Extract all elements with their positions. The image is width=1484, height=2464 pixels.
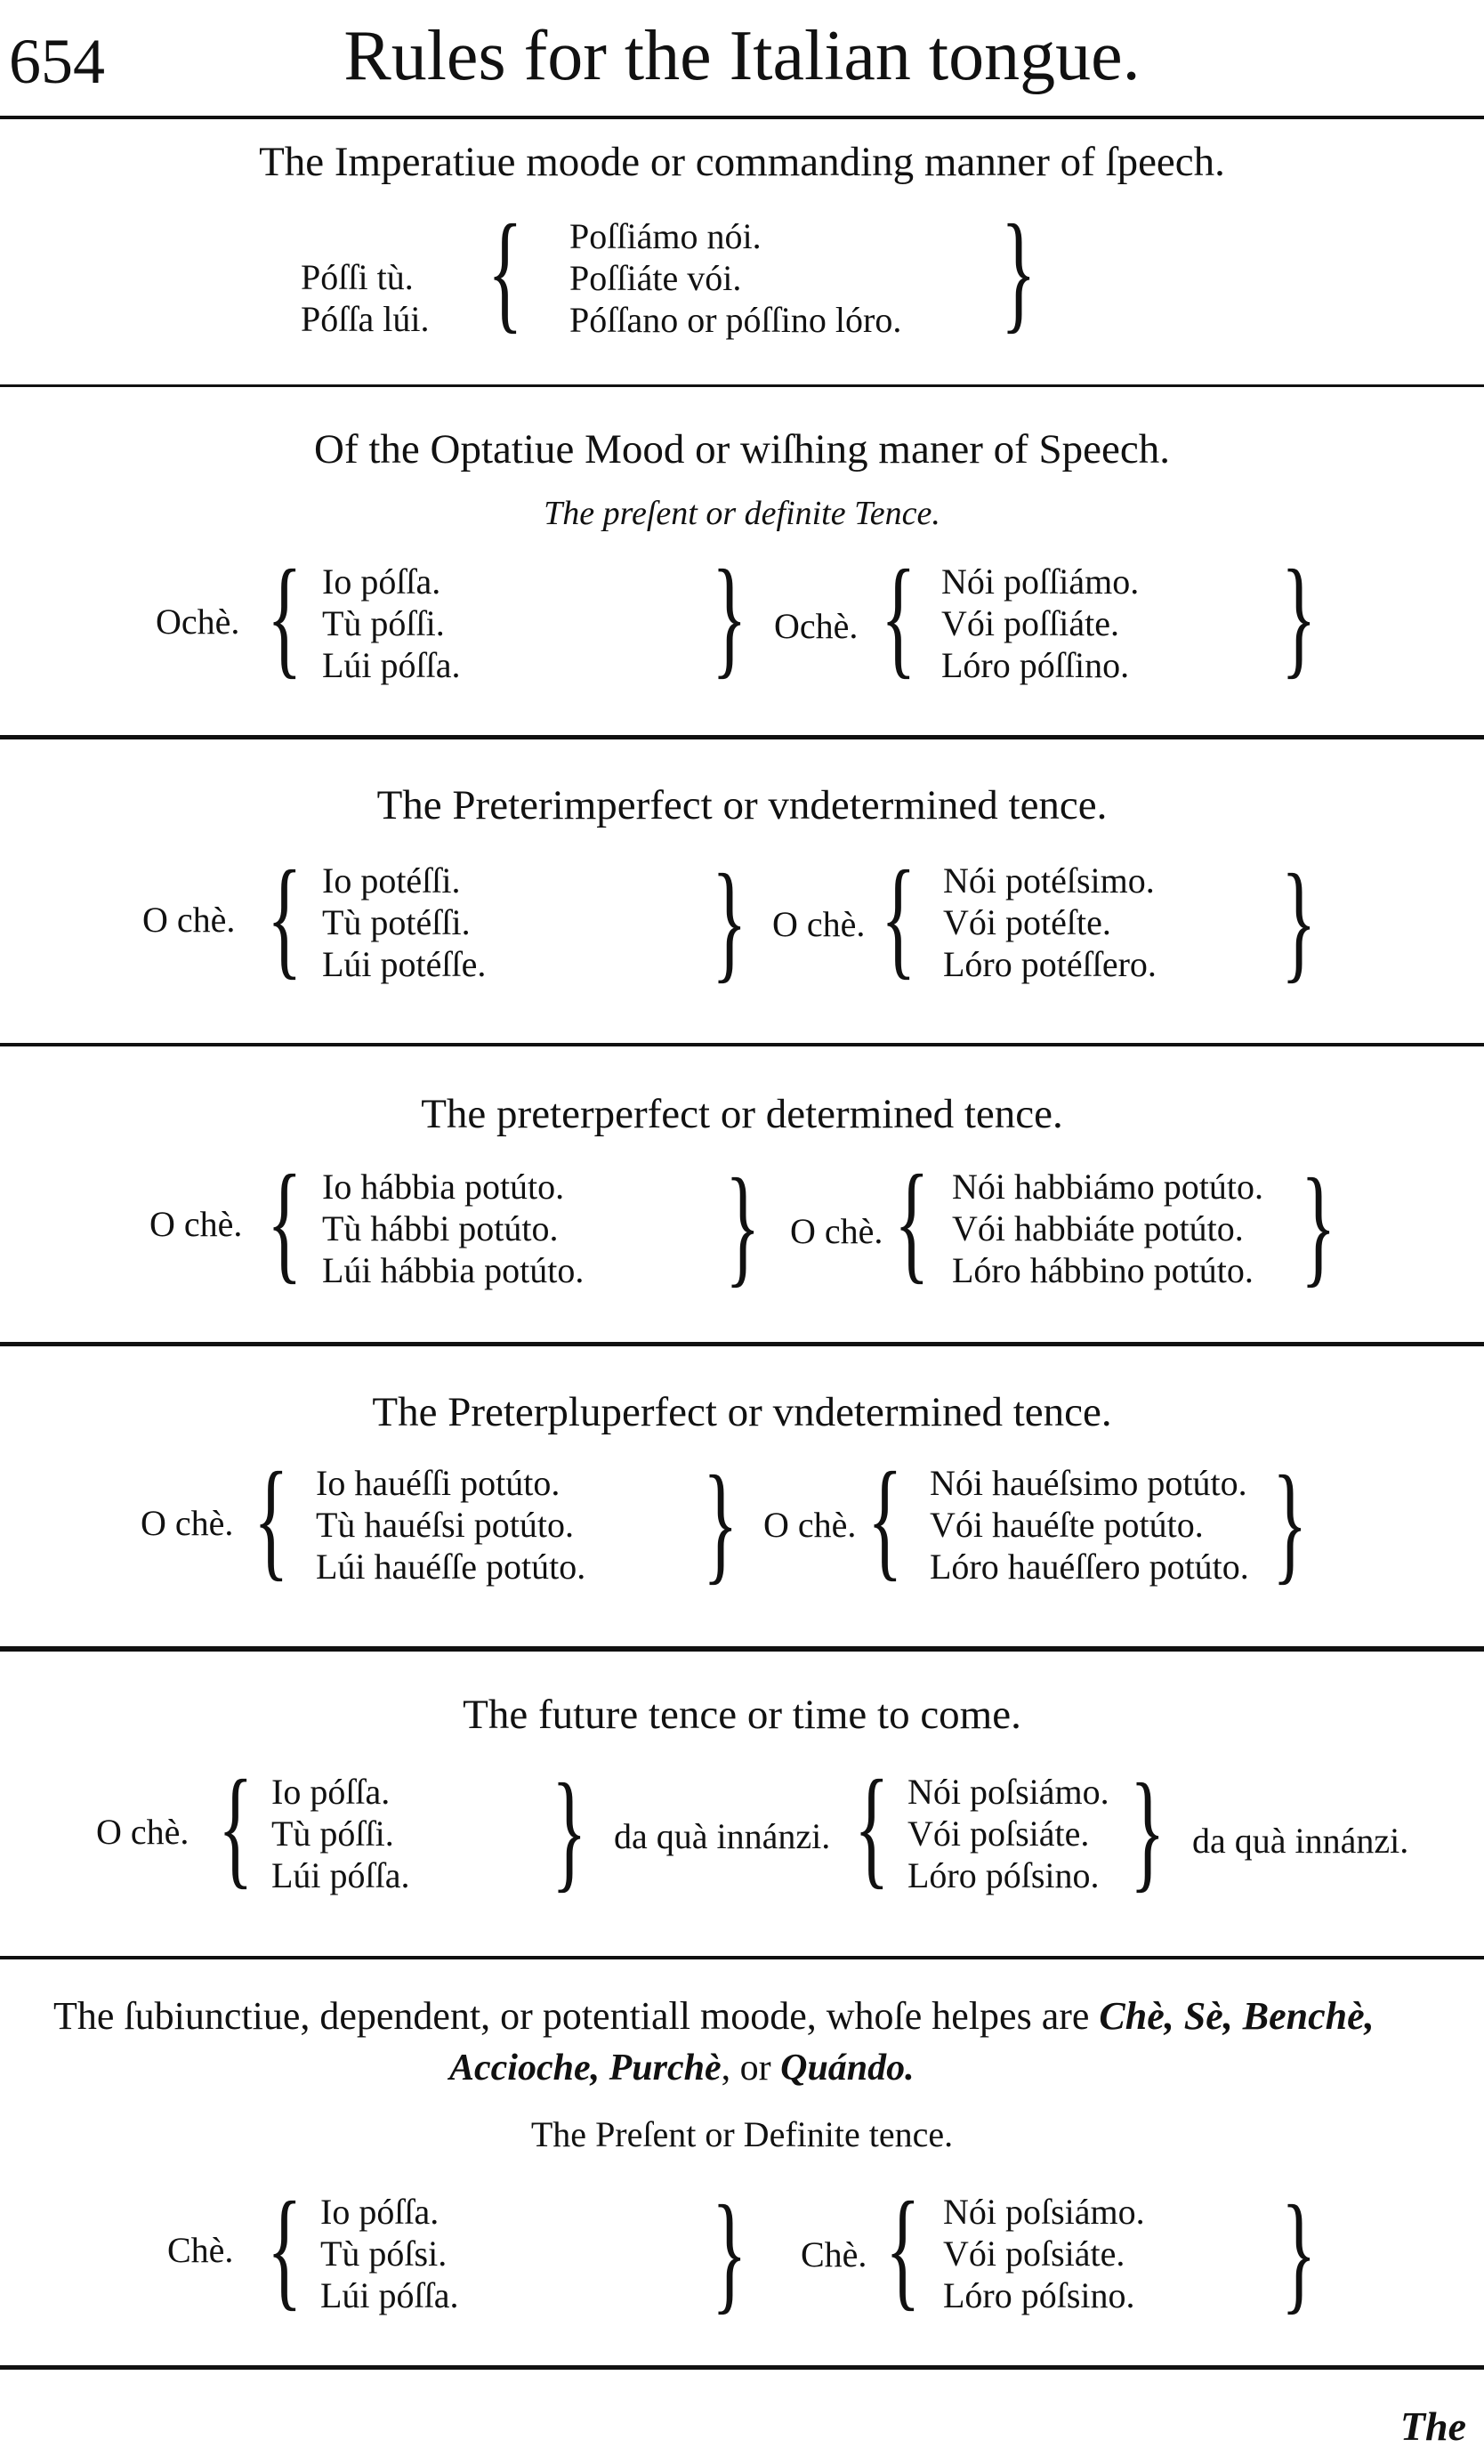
ochè-prefix: O chè. [790, 1211, 883, 1251]
section-rule [0, 384, 1484, 387]
brace-left: { [267, 543, 302, 691]
brace-right: } [725, 1151, 761, 1299]
brace-right: } [1281, 847, 1317, 995]
brace-right: } [1301, 1151, 1336, 1299]
tense-heading: The Preterimperfect or vndetermined tence. [376, 782, 1108, 828]
ochè-prefix: O chè. [142, 900, 236, 940]
brace-left: { [267, 2175, 302, 2323]
tense-heading: The future tence or time to come. [463, 1692, 1021, 1738]
plural-form: Lóro póſsino. [907, 1855, 1100, 1895]
ochè-prefix: O chè. [763, 1505, 857, 1545]
singular-form: Tù hauéſsi potúto. [316, 1505, 574, 1545]
plural-form: Nói potéſsimo. [943, 860, 1155, 901]
brace-right: } [1272, 1449, 1308, 1596]
brace-left: { [267, 1148, 302, 1296]
section-rule [0, 1043, 1484, 1046]
singular-form: Lúi hauéſſe potúto. [316, 1547, 586, 1587]
suffix-da-qua-innanzi: da quà innánzi. [614, 1816, 831, 1856]
plural-form: Vói poſsiáte. [907, 1814, 1090, 1854]
or-word: , or [721, 2048, 781, 2088]
plural-form: Nói poſsiámo. [907, 1772, 1109, 1812]
imperative-singular-3: Póſſa lúi. [301, 299, 430, 339]
optative-heading: Of the Optatiue Mood or wiſhing maner of Speech. [314, 426, 1170, 473]
brace-right: } [712, 847, 747, 995]
singular-form: Lúi hábbia potúto. [322, 1250, 585, 1290]
brace-left: { [867, 1445, 903, 1593]
ochè-prefix: O chè. [149, 1204, 243, 1244]
singular-form: Tù póſſi. [322, 603, 445, 643]
optative-subheading: The preſent or definite Tence. [544, 495, 940, 532]
subjunctive-heading-text: The ſubiunctiue, dependent, or potentiall moode, whoſe helpes are [53, 1994, 1100, 2038]
singular-form: Io póſſa. [322, 561, 441, 602]
imperative-heading: The Imperatiue moode or commanding manner of ſpeech. [259, 139, 1225, 185]
plural-form: Nói habbiámo potúto. [952, 1167, 1263, 1207]
brace-left: { [881, 844, 916, 991]
plural-form: Nói hauéſsimo potúto. [930, 1463, 1247, 1503]
brace-right: } [1130, 1757, 1165, 1904]
plural-form: Nói poſsiámo. [943, 2192, 1145, 2232]
brace-left: { [254, 1445, 289, 1593]
plural-form: Lóro hábbino potúto. [952, 1250, 1254, 1290]
brace-left: { [267, 844, 302, 991]
brace-left: { [881, 543, 916, 691]
helper-words: Chè, Sè, Benchè, [1099, 1994, 1375, 2038]
imperative-singular-2: Póſſi tù. [301, 257, 414, 297]
ochè-prefix: O chè. [96, 1812, 190, 1852]
plural-form: Lóro potéſſero. [943, 944, 1157, 984]
section-rule [0, 1342, 1484, 1346]
subjunctive-subheading: The Preſent or Definite tence. [530, 2114, 954, 2154]
brace-right: } [552, 1757, 587, 1904]
singular-form: Lúi póſſa. [271, 1855, 410, 1895]
brace-right: } [712, 543, 747, 691]
brace-right: } [1001, 198, 1036, 345]
subjunctive-heading-line1 [53, 1993, 1375, 2039]
running-title: Rules for the Italian tongue. [343, 17, 1141, 95]
section-rule [0, 2365, 1484, 2370]
catchword: The [1399, 2403, 1466, 2449]
plural-form: Vói hauéſte potúto. [930, 1505, 1204, 1545]
plural-form: Lóro hauéſſero potúto. [930, 1547, 1249, 1587]
singular-form: Lúi póſſa. [322, 645, 461, 685]
singular-form: Lúi póſſa. [320, 2275, 459, 2315]
tense-heading: The Preterpluperfect or vndetermined tence. [372, 1389, 1112, 1435]
brace-left: { [218, 1753, 254, 1901]
plural-form: Vói habbiáte potúto. [952, 1208, 1244, 1248]
singular-form: Tù póſſi. [271, 1814, 394, 1854]
plural-form: Lóro póſſino. [941, 645, 1130, 685]
brace-left: { [894, 1148, 930, 1296]
plural-form: Vói poſsiáte. [943, 2234, 1125, 2274]
brace-right: } [712, 2178, 747, 2326]
helper-words: Accioche, Purchè [449, 2048, 722, 2088]
suffix-da-qua-innanzi: da quà innánzi. [1192, 1821, 1409, 1861]
singular-form: Tù potéſſi. [322, 902, 471, 942]
plural-form: Nói poſſiámo. [941, 561, 1140, 602]
singular-form: Io hauéſſi potúto. [316, 1463, 561, 1503]
singular-form: Io póſſa. [320, 2192, 440, 2232]
section-rule [0, 735, 1484, 739]
brace-left: { [885, 2175, 921, 2323]
brace-right: } [1281, 2178, 1317, 2326]
singular-form: Io potéſſi. [322, 860, 461, 901]
ochè-prefix: Ochè. [156, 602, 240, 642]
brace-left: { [488, 198, 523, 345]
singular-form: Tù póſsi. [320, 2234, 448, 2274]
subjunctive-heading-line2 [449, 2047, 915, 2089]
singular-form: Io póſſa. [271, 1772, 391, 1812]
plural-form: Vói potéſte. [943, 902, 1111, 942]
top-rule [0, 116, 1484, 119]
page-number: 654 [9, 26, 105, 97]
imperative-plural-1: Poſſiámo nói. [569, 216, 762, 256]
singular-form: Tù hábbi potúto. [322, 1208, 559, 1248]
plural-form: Lóro póſsino. [943, 2275, 1135, 2315]
ochè-prefix: Ochè. [774, 606, 859, 646]
che-prefix: Chè. [167, 2230, 234, 2270]
ochè-prefix: O chè. [772, 904, 866, 944]
brace-left: { [854, 1753, 890, 1901]
brace-right: } [703, 1449, 738, 1596]
singular-form: Io hábbia potúto. [322, 1167, 565, 1207]
imperative-plural-2: Poſſiáte vói. [569, 258, 742, 298]
tense-heading: The preterperfect or determined tence. [421, 1091, 1063, 1137]
section-rule [0, 1646, 1484, 1652]
imperative-plural-3: Póſſano or póſſino lóro. [569, 300, 902, 340]
che-prefix: Chè. [801, 2234, 867, 2274]
brace-right: } [1281, 543, 1317, 691]
plural-form: Vói poſſiáte. [941, 603, 1119, 643]
section-rule [0, 1956, 1484, 1959]
helper-word-quando: Quándo. [780, 2048, 915, 2088]
singular-form: Lúi potéſſe. [322, 944, 487, 984]
ochè-prefix: O chè. [141, 1503, 234, 1543]
